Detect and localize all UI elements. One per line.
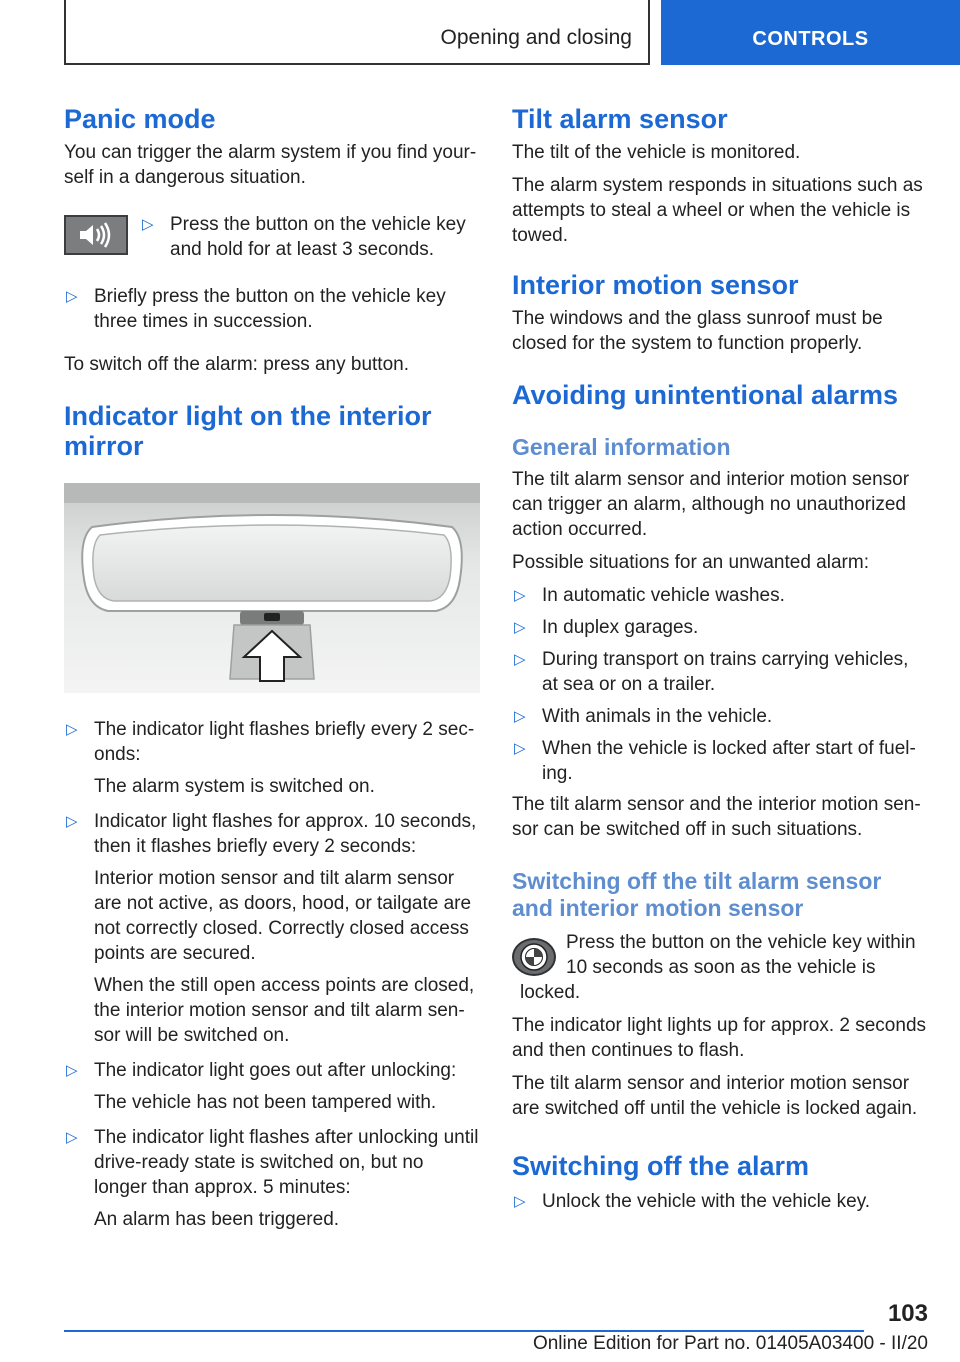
indicator-light-heading: Indicator light on the interior mirror xyxy=(64,401,432,461)
header-section-box xyxy=(64,0,650,65)
unwanted-alarm-item: ▷ When the vehicle is locked after start of fueling. xyxy=(514,738,916,784)
left-column xyxy=(64,100,480,1232)
indicator-item: ▷ The indicator light flashes briefly every 2 seconds: The alarm system is switched on. xyxy=(66,719,475,797)
panic-step-row xyxy=(64,212,480,268)
unwanted-alarm-item: ▷ In duplex garages. xyxy=(514,617,699,638)
right-column xyxy=(512,100,928,1214)
general-info-text-3: The tilt alarm sensor and the interior motion sensor can be switched off in such situations. xyxy=(512,794,921,840)
footer-divider xyxy=(64,1330,864,1332)
triangle-bullet-icon: ▷ xyxy=(66,721,78,738)
general-info-text-2: Possible situations for an unwanted alarm: xyxy=(512,552,869,573)
panic-step-item: ▷ Briefly press the button on the vehicle key three times in succession. xyxy=(66,286,446,332)
switch-off-text-2: The indicator light lights up for approx. 2 seconds and then continues to flash. xyxy=(512,1015,927,1061)
tilt-alarm-text-1: The tilt of the vehicle is monitored. xyxy=(512,142,801,163)
interior-motion-text: The windows and the glass sunroof must be closed for the system to function properly. xyxy=(512,308,883,354)
unwanted-alarm-item: ▷ During transport on trains carrying vehicles, at sea or on a trailer. xyxy=(514,649,909,695)
switch-off-alarm-item: ▷ Unlock the vehicle with the vehicle key. xyxy=(514,1191,871,1212)
speaker-sound-icon xyxy=(64,215,128,255)
header-section-title: Opening and closing xyxy=(440,26,632,49)
triangle-bullet-icon: ▷ xyxy=(142,216,154,233)
footer-edition: Online Edition for Part no. 01405A03400 - II/20 xyxy=(532,1333,928,1354)
switch-off-text-3: The tilt alarm sensor and interior motion sensor are switched off until the vehicle is locked again. xyxy=(512,1073,918,1119)
unwanted-alarm-item: ▷ In automatic vehicle washes. xyxy=(514,585,785,606)
panic-mode-intro: You can trigger the alarm system if you find yourself in a dangerous situation. xyxy=(64,142,477,188)
panic-mode-heading: Panic mode xyxy=(64,104,216,134)
panic-step-item: ▷ Press the button on the vehicle key and hold for at least 3 seconds. xyxy=(142,214,466,260)
switch-off-alarm-heading: Switching off the alarm xyxy=(512,1151,810,1181)
page-number: 103 xyxy=(887,1300,928,1327)
triangle-bullet-icon: ▷ xyxy=(66,1129,78,1146)
general-info-heading: General information xyxy=(512,434,731,460)
tilt-alarm-text-2: The alarm system responds in situations such as attempts to steal a wheel or when the vehicle is towed. xyxy=(512,175,923,246)
header-tab-controls[interactable] xyxy=(661,0,960,65)
triangle-bullet-icon: ▷ xyxy=(514,651,526,668)
general-info-text-1: The tilt alarm sensor and interior motion sensor can trigger an alarm, although no unauthorized action occurred. xyxy=(512,469,910,540)
unwanted-alarm-item: ▷ With animals in the vehicle. xyxy=(514,706,773,727)
interior-motion-heading: Interior motion sensor xyxy=(512,270,799,300)
triangle-bullet-icon: ▷ xyxy=(514,1193,526,1210)
triangle-bullet-icon: ▷ xyxy=(514,740,526,757)
switch-off-sensors-heading: Switching off the tilt alarm sensor and interior motion sensor xyxy=(512,868,882,921)
indicator-item: ▷ The indicator light flashes after unlocking until drive-ready state is switched on, but no longer than approx. 5 minutes: An alarm has been triggered. xyxy=(66,1127,479,1230)
triangle-bullet-icon: ▷ xyxy=(66,288,78,305)
indicator-item: ▷ The indicator light goes out after unlocking: The vehicle has not been tampered with. xyxy=(66,1060,457,1113)
switch-off-instruction xyxy=(512,930,928,1005)
triangle-bullet-icon: ▷ xyxy=(66,1062,78,1079)
triangle-bullet-icon: ▷ xyxy=(66,813,78,830)
indicator-item: ▷ Indicator light flashes for approx. 10 seconds, then it flashes briefly every 2 seconds: Interior motion sensor and tilt alarm sensor are not active, as doors, hood, or tailgate are not correctly closed. Correctly closed access points are secured. When the still open access points are closed, the interior motion sensor and tilt alarm sensor will be switched on. xyxy=(66,811,477,1046)
bmw-logo-button-icon xyxy=(512,938,556,976)
panic-switch-off-text: To switch off the alarm: press any button. xyxy=(64,354,409,375)
triangle-bullet-icon: ▷ xyxy=(514,587,526,604)
switch-off-text-1: Press the button on the vehicle key within 10 seconds as soon as the vehicle is locked. xyxy=(520,932,916,1003)
triangle-bullet-icon: ▷ xyxy=(514,708,526,725)
triangle-bullet-icon: ▷ xyxy=(514,619,526,636)
interior-mirror-illustration xyxy=(64,483,480,693)
header-tab-label: CONTROLS xyxy=(752,28,869,50)
tilt-alarm-heading: Tilt alarm sensor xyxy=(512,104,728,134)
avoid-alarms-heading: Avoiding unintentional alarms xyxy=(512,380,899,410)
